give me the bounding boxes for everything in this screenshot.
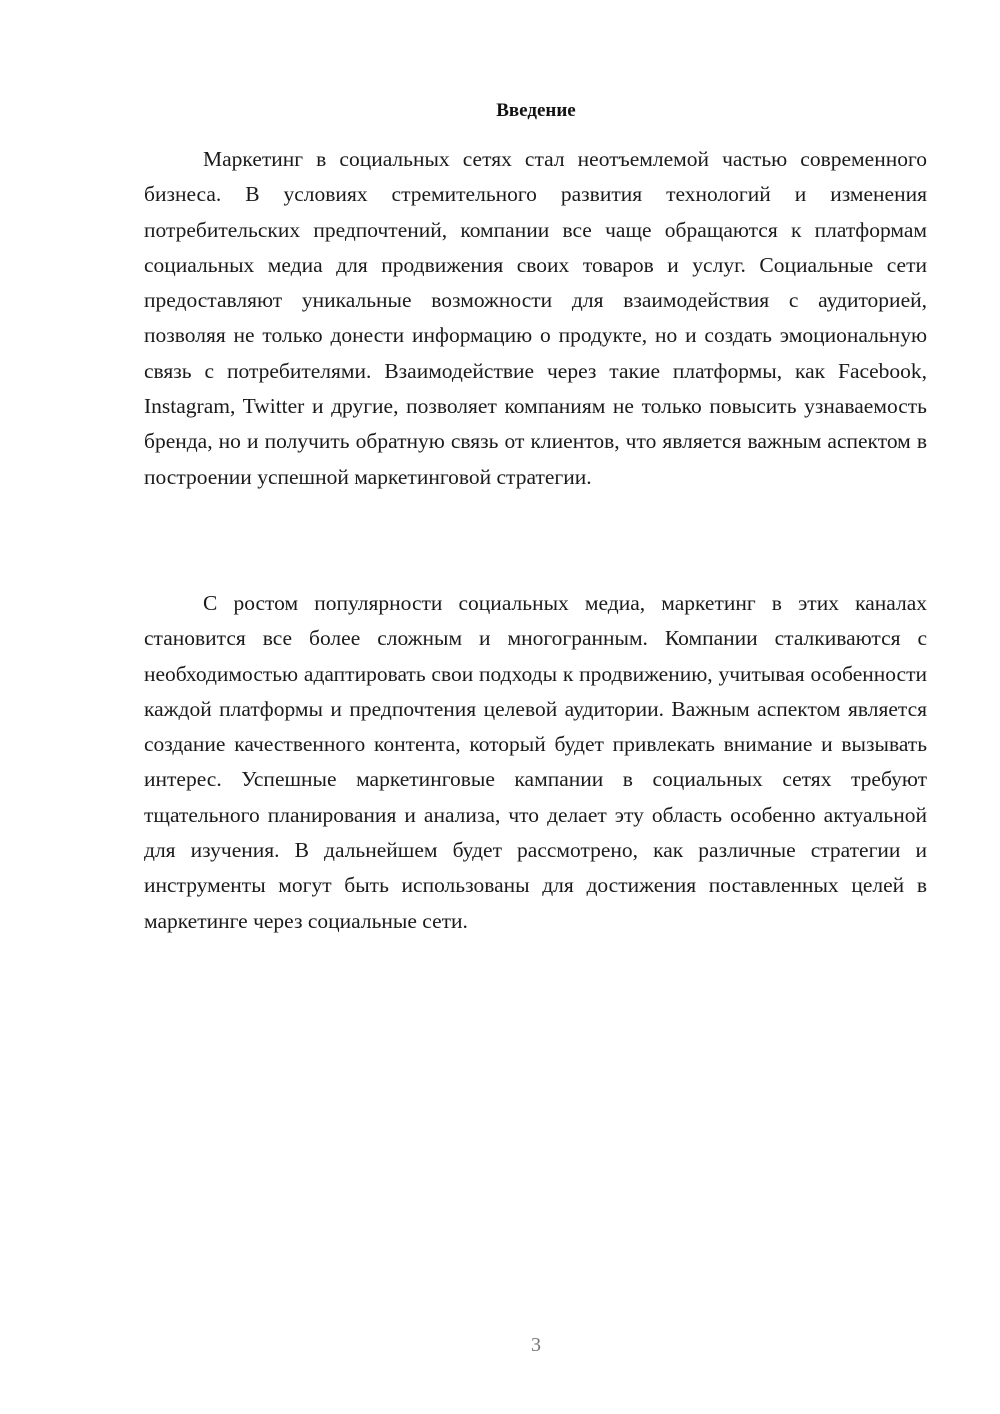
page-number: 3 <box>531 1334 541 1356</box>
section-title: Введение <box>496 100 576 121</box>
paragraph-2: С ростом популярности социальных медиа, маркетинг в этих каналах становится все более сложным и многогранным. Компании сталкиваются с необходимостью адаптировать свои подходы к продвижению, учитывая особенности каждой платформы и предпочтения целевой аудитории. Важным аспектом является создание качественного контента, который будет привлекать внимание и вызывать интерес. Успешные маркетинговые кампании в социальных сетях требуют тщательного планирования и анализа, что делает эту область особенно актуальной для изучения. В дальнейшем будет рассмотрено, как различные стратегии и инструменты могут быть использованы для достижения поставленных целей в маркетинге через социальные сети. <box>144 591 927 933</box>
paragraph-1: Маркетинг в социальных сетях стал неотъемлемой частью современного бизнеса. В условиях стремительного развития технологий и изменения потребительских предпочтений, компании все чаще обращаются к платформам социальных медиа для продвижения своих товаров и услуг. Социальные сети предоставляют уникальные возможности для взаимодействия с аудиторией, позволяя не только донести информацию о продукте, но и создать эмоциональную связь с потребителями. Взаимодействие через такие платформы, как Facebook, Instagram, Twitter и другие, позволяет компаниям не только повысить узнаваемость бренда, но и получить обратную связь от клиентов, что является важным аспектом в построении успешной маркетинговой стратегии. <box>144 147 927 489</box>
